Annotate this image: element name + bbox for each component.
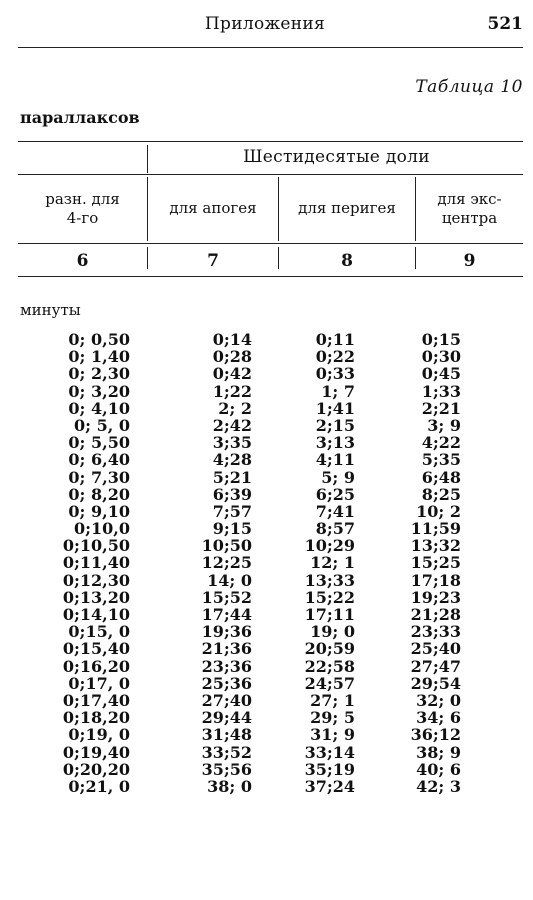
table-cell-col-8: 5; 9 bbox=[321, 467, 355, 487]
table-cell-col-7: 7;57 bbox=[212, 501, 252, 521]
col-header-6-line2: 4-го bbox=[66, 209, 99, 227]
table-cell-col-9: 21;28 bbox=[410, 605, 461, 624]
table-cell-col-7: 9;15 bbox=[212, 519, 252, 539]
table-row bbox=[0, 503, 533, 520]
table-cell-col-9: 8;25 bbox=[421, 484, 461, 504]
table-cell-col-6: 0; 5, 0 bbox=[73, 415, 130, 435]
table-cell-col-7: 27;40 bbox=[201, 690, 252, 710]
table-cell-col-7: 33;52 bbox=[201, 742, 252, 762]
table-cell-col-8: 8;57 bbox=[315, 519, 355, 539]
table-cell-col-8: 12; 1 bbox=[310, 553, 355, 573]
table-cell-col-6: 0;16,20 bbox=[62, 656, 130, 676]
table-cell-col-8: 1;41 bbox=[315, 398, 355, 418]
col-header-8 bbox=[279, 199, 415, 218]
table-cell-col-6: 0; 6,40 bbox=[68, 450, 130, 470]
page-number: 521 bbox=[487, 14, 523, 34]
table-cell-col-7: 14; 0 bbox=[207, 570, 252, 590]
table-cell-col-9: 2;21 bbox=[421, 398, 461, 418]
header-top-rule bbox=[18, 141, 523, 142]
table-cell-col-9: 15;25 bbox=[410, 553, 461, 573]
table-cell-col-9: 0;45 bbox=[421, 364, 461, 384]
table-cell-col-9: 0;30 bbox=[421, 347, 461, 367]
table-row bbox=[0, 709, 533, 726]
col-header-6 bbox=[18, 190, 147, 228]
table-cell-col-8: 19; 0 bbox=[310, 622, 355, 642]
table-row bbox=[0, 606, 533, 623]
table-row bbox=[0, 692, 533, 709]
col-header-9-line1: для экс- bbox=[437, 190, 502, 208]
table-cell-col-7: 0;28 bbox=[212, 347, 252, 367]
table-row bbox=[0, 554, 533, 571]
col-number-6: 6 bbox=[76, 251, 89, 271]
table-cell-col-6: 0;17, 0 bbox=[68, 673, 130, 693]
table-cell-col-6: 0;10,0 bbox=[73, 519, 130, 539]
col-header-9 bbox=[416, 190, 523, 228]
table-cell-col-7: 12;25 bbox=[201, 553, 252, 573]
table-row bbox=[0, 400, 533, 417]
table-row bbox=[0, 726, 533, 743]
table-row bbox=[0, 348, 533, 365]
col-header-8-line1: для перигея bbox=[298, 199, 396, 217]
table-cell-col-9: 1;33 bbox=[421, 381, 461, 401]
table-row bbox=[0, 365, 533, 382]
table-cell-col-8: 15;22 bbox=[304, 587, 355, 607]
table-cell-col-6: 0;19, 0 bbox=[68, 725, 130, 745]
table-cell-col-6: 0; 4,10 bbox=[68, 398, 130, 418]
table-cell-col-9: 10; 2 bbox=[416, 501, 461, 521]
col-number-7: 7 bbox=[207, 251, 219, 271]
table-row bbox=[0, 623, 533, 640]
table-cell-col-8: 29; 5 bbox=[310, 708, 355, 728]
table-title: параллаксов bbox=[20, 108, 140, 127]
table-cell-col-6: 0;15,40 bbox=[62, 639, 130, 659]
table-cell-col-7: 0;42 bbox=[212, 364, 252, 384]
table-cell-col-7: 2;42 bbox=[212, 415, 252, 435]
table-cell-col-7: 10;50 bbox=[201, 536, 252, 556]
table-cell-col-9: 17;18 bbox=[410, 570, 461, 590]
table-cell-col-6: 0;12,30 bbox=[62, 570, 130, 590]
table-cell-col-9: 29;54 bbox=[410, 673, 461, 693]
table-row bbox=[0, 417, 533, 434]
table-cell-col-9: 6;48 bbox=[421, 467, 461, 487]
table-cell-col-6: 0;13,20 bbox=[62, 587, 130, 607]
table-cell-col-6: 0;11,40 bbox=[62, 553, 130, 573]
table-cell-col-7: 0;14 bbox=[212, 330, 252, 349]
table-row bbox=[0, 658, 533, 675]
table-row bbox=[0, 640, 533, 657]
table-row bbox=[0, 469, 533, 486]
col-header-7-line1: для апогея bbox=[169, 199, 257, 217]
table-cell-col-8: 6;25 bbox=[315, 484, 355, 504]
table-cell-col-8: 24;57 bbox=[304, 673, 355, 693]
table-cell-col-8: 33;14 bbox=[304, 742, 355, 762]
table-cell-col-7: 5;21 bbox=[212, 467, 252, 487]
table-row bbox=[0, 520, 533, 537]
table-header bbox=[0, 0, 533, 300]
units-label: минуты bbox=[20, 301, 81, 319]
table-cell-col-9: 42; 3 bbox=[416, 776, 461, 796]
table-cell-col-8: 0;11 bbox=[315, 330, 355, 349]
table-cell-col-6: 0;17,40 bbox=[62, 690, 130, 710]
table-cell-col-9: 3; 9 bbox=[427, 415, 461, 435]
table-row bbox=[0, 486, 533, 503]
table-cell-col-6: 0;14,10 bbox=[62, 605, 130, 624]
table-cell-col-6: 0; 0,50 bbox=[68, 330, 130, 349]
table-cell-col-7: 31;48 bbox=[201, 725, 252, 745]
table-cell-col-9: 23;33 bbox=[410, 622, 461, 642]
table-row bbox=[0, 383, 533, 400]
table-cell-col-7: 23;36 bbox=[201, 656, 252, 676]
table-cell-col-9: 5;35 bbox=[421, 450, 461, 470]
table-cell-col-6: 0; 7,30 bbox=[68, 467, 130, 487]
table-cell-col-7: 6;39 bbox=[212, 484, 252, 504]
table-cell-col-8: 31; 9 bbox=[310, 725, 355, 745]
table-row bbox=[0, 572, 533, 589]
table-row bbox=[0, 331, 533, 348]
table-cell-col-8: 35;19 bbox=[304, 759, 355, 779]
running-head: Приложения bbox=[204, 14, 326, 34]
table-cell-col-6: 0; 1,40 bbox=[68, 347, 130, 367]
table-cell-col-9: 25;40 bbox=[410, 639, 461, 659]
table-cell-col-9: 13;32 bbox=[410, 536, 461, 556]
table-row bbox=[0, 778, 533, 795]
table-cell-col-8: 22;58 bbox=[304, 656, 355, 676]
table-cell-col-8: 1; 7 bbox=[321, 381, 355, 401]
table-cell-col-8: 3;13 bbox=[315, 433, 355, 453]
table-cell-col-6: 0;21, 0 bbox=[68, 776, 130, 796]
table-cell-col-6: 0;10,50 bbox=[62, 536, 130, 556]
col-header-9-line2: центра bbox=[441, 209, 498, 227]
col-number-9: 9 bbox=[463, 251, 476, 271]
table-cell-col-7: 35;56 bbox=[201, 759, 252, 779]
table-label: Таблица 10 bbox=[415, 77, 523, 97]
table-cell-col-8: 7;41 bbox=[315, 501, 355, 521]
table-cell-col-6: 0;18,20 bbox=[62, 708, 130, 728]
table-cell-col-8: 20;59 bbox=[304, 639, 355, 659]
table-cell-col-6: 0; 3,20 bbox=[68, 381, 130, 401]
table-cell-col-8: 27; 1 bbox=[310, 690, 355, 710]
col-header-6-line1: разн. для bbox=[45, 190, 120, 208]
col-header-7 bbox=[148, 199, 278, 218]
table-cell-col-8: 0;22 bbox=[315, 347, 355, 367]
table-cell-col-7: 25;36 bbox=[201, 673, 252, 693]
table-cell-col-6: 0; 8,20 bbox=[68, 484, 130, 504]
table-cell-col-7: 15;52 bbox=[201, 587, 252, 607]
table-cell-col-8: 0;33 bbox=[315, 364, 355, 384]
table-cell-col-7: 2; 2 bbox=[218, 398, 252, 418]
table-cell-col-6: 0; 2,30 bbox=[68, 364, 130, 384]
table-cell-col-7: 29;44 bbox=[201, 708, 252, 728]
table-cell-col-9: 4;22 bbox=[421, 433, 461, 453]
table-cell-col-7: 3;35 bbox=[212, 433, 252, 453]
table-row bbox=[0, 451, 533, 468]
table-row bbox=[0, 589, 533, 606]
header-bottom-rule bbox=[18, 243, 523, 244]
table-row bbox=[0, 537, 533, 554]
table-row bbox=[0, 675, 533, 692]
group-header-rule bbox=[18, 174, 523, 175]
table-cell-col-9: 32; 0 bbox=[416, 690, 461, 710]
table-cell-col-8: 37;24 bbox=[304, 776, 355, 796]
table-cell-col-9: 0;15 bbox=[421, 330, 461, 349]
table-cell-col-7: 38; 0 bbox=[207, 776, 252, 796]
table-row bbox=[0, 434, 533, 451]
table-cell-col-8: 2;15 bbox=[315, 415, 355, 435]
table-body bbox=[0, 331, 533, 795]
table-row bbox=[0, 744, 533, 761]
group-header: Шестидесятые доли bbox=[243, 147, 430, 167]
table-cell-col-6: 0;20,20 bbox=[62, 759, 130, 779]
table-cell-col-8: 13;33 bbox=[304, 570, 355, 590]
table-cell-col-7: 19;36 bbox=[201, 622, 252, 642]
table-cell-col-7: 21;36 bbox=[201, 639, 252, 659]
table-cell-col-8: 4;11 bbox=[315, 450, 355, 470]
table-cell-col-6: 0;19,40 bbox=[62, 742, 130, 762]
table-cell-col-9: 27;47 bbox=[410, 656, 461, 676]
table-cell-col-8: 17;11 bbox=[304, 605, 355, 624]
table-cell-col-7: 17;44 bbox=[201, 605, 252, 624]
table-cell-col-6: 0; 5,50 bbox=[68, 433, 130, 453]
table-cell-col-6: 0;15, 0 bbox=[68, 622, 130, 642]
table-cell-col-7: 4;28 bbox=[212, 450, 252, 470]
table-cell-col-9: 34; 6 bbox=[416, 708, 461, 728]
col-number-8: 8 bbox=[341, 251, 353, 271]
table-cell-col-9: 36;12 bbox=[410, 725, 461, 745]
table-cell-col-8: 10;29 bbox=[304, 536, 355, 556]
table-cell-col-7: 1;22 bbox=[212, 381, 252, 401]
table-row bbox=[0, 761, 533, 778]
col-divider-1 bbox=[147, 145, 148, 173]
colnum-rule bbox=[18, 276, 523, 277]
table-cell-col-9: 38; 9 bbox=[416, 742, 461, 762]
table-cell-col-6: 0; 9,10 bbox=[68, 501, 130, 521]
table-cell-col-9: 19;23 bbox=[410, 587, 461, 607]
table-cell-col-9: 11;59 bbox=[410, 519, 461, 539]
table-cell-col-9: 40; 6 bbox=[416, 759, 461, 779]
